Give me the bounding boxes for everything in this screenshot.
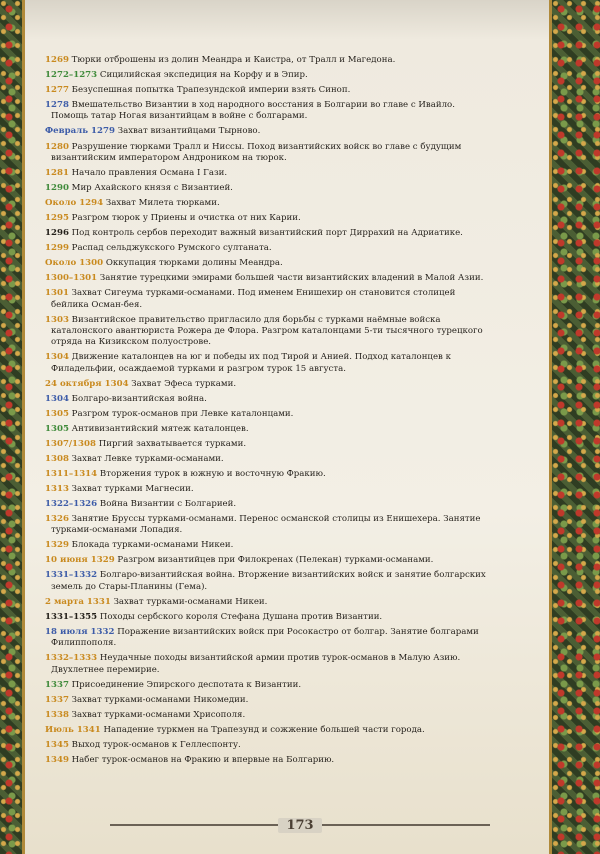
chronology-entry xyxy=(45,228,493,239)
chronology-entry xyxy=(45,168,493,179)
entry-date: 1305 xyxy=(45,408,69,419)
chronology-entry xyxy=(45,740,493,751)
entry-date: 1337 xyxy=(45,694,69,705)
chronology-entry xyxy=(45,85,493,96)
entry-text: Занятие турецкими эмирами большей части византийских владений в Малой Азии. xyxy=(99,273,484,284)
chronology-entry xyxy=(45,725,493,736)
entry-text: Антивизантийский мятеж каталонцев. xyxy=(71,423,249,434)
entry-date: 1311–1314 xyxy=(45,468,98,479)
chronology-entry xyxy=(45,213,493,224)
entry-date: 1326 xyxy=(45,514,69,524)
entry-text: Сицилийская экспедиция на Корфу и в Эпир. xyxy=(99,70,308,81)
chronology-entry xyxy=(45,653,493,676)
entry-text: Захват турками-османами Никеи. xyxy=(113,596,268,607)
entry-date: Около 1294 xyxy=(45,197,104,208)
entry-text: Набег турок-османов на Фракию и впервые на Болгарию. xyxy=(71,754,335,765)
chronology-entry xyxy=(45,394,493,405)
entry-text: Болгаро-византийская война. Вторжение византийских войск и занятие болгарских земель до Стары-Планины (Гема). xyxy=(51,570,486,592)
chronology-entry xyxy=(45,555,493,566)
entry-text: Распад сельджукского Румского султаната. xyxy=(71,243,272,254)
entry-date: 1322–1326 xyxy=(45,498,98,509)
chronology-entry xyxy=(45,680,493,691)
entry-text: Выход турок-османов к Геллеспонту. xyxy=(71,739,241,750)
chronology-entry xyxy=(45,540,493,551)
chronology-entry xyxy=(45,379,493,390)
chronology-entry xyxy=(45,142,493,165)
entry-text: Начало правления Османа I Гази. xyxy=(71,167,228,178)
entry-date: 1307/1308 xyxy=(45,438,96,449)
chronology-entry xyxy=(45,469,493,480)
chronology-entry xyxy=(45,100,493,123)
entry-date: 1349 xyxy=(45,754,69,765)
chronology-entry xyxy=(45,183,493,194)
entry-date: 1278 xyxy=(45,100,69,111)
entry-date: 2 марта 1331 xyxy=(45,596,111,607)
chronology-entry xyxy=(45,258,493,269)
chronology-entry xyxy=(45,439,493,450)
entry-text: Поражение византийских войск при Росокастро от болгар. Занятие болгарами Филиппополя. xyxy=(51,626,479,649)
chronology-entry xyxy=(45,499,493,510)
entry-date: 1338 xyxy=(45,709,69,720)
entry-text: Война Византии с Болгарией. xyxy=(99,498,237,509)
entry-text: Неудачные походы византийской армии против турок-османов в Малую Азию. Двухлетнее перемирие. xyxy=(51,653,461,675)
entry-date: 1332–1333 xyxy=(45,653,98,664)
chronology-entry xyxy=(45,126,493,137)
chronology-list xyxy=(45,55,493,770)
entry-text: Разгром тюрок у Приены и очистка от них Карии. xyxy=(71,213,301,224)
entry-date: Около 1300 xyxy=(45,258,104,269)
entry-text: Блокада турками-османами Никеи. xyxy=(71,540,234,551)
entry-date: 1304 xyxy=(45,393,69,404)
chronology-entry xyxy=(45,597,493,608)
chronology-entry xyxy=(45,288,493,311)
chronology-entry xyxy=(45,315,493,349)
entry-text: Походы сербского короля Стефана Душана против Византии. xyxy=(99,611,383,622)
chronology-entry xyxy=(45,570,493,593)
entry-date: 1345 xyxy=(45,739,69,750)
entry-text: Захват Милета тюрками. xyxy=(105,197,220,208)
entry-date: 1290 xyxy=(45,182,69,193)
entry-text: Вторжения турок в южную и восточную Фракию. xyxy=(99,468,326,479)
chronology-entry xyxy=(45,198,493,209)
entry-date: 1313 xyxy=(45,483,69,494)
chronology-entry xyxy=(45,352,493,375)
entry-text: Под контроль сербов переходит важный византийский порт Диррахий на Адриатике. xyxy=(71,228,463,239)
entry-text: Разгром турок-османов при Левке каталонцами. xyxy=(71,408,294,419)
entry-date: 1300–1301 xyxy=(45,273,98,284)
entry-date: 1272–1273 xyxy=(45,70,98,81)
entry-date: 1269 xyxy=(45,55,69,65)
entry-text: Византийское правительство пригласило для борьбы с турками наёмные войска каталонского авантюриста Рожера де Флора. Разгром каталонцами 5-ти тысячного турецкого отряда на Кизикском полуострове. xyxy=(51,314,483,348)
entry-date: 1303 xyxy=(45,314,69,325)
entry-date: Февраль 1279 xyxy=(45,126,115,137)
chronology-entry xyxy=(45,454,493,465)
page-number: 173 xyxy=(278,818,321,833)
entry-date: 1337 xyxy=(45,679,69,690)
entry-date: 1301 xyxy=(45,288,69,299)
entry-text: Мир Ахайского князя с Византией. xyxy=(71,182,233,193)
chronology-entry xyxy=(45,424,493,435)
entry-text: Разгром византийцев при Филокренах (Пелекан) турками-османами. xyxy=(117,555,434,566)
entry-text: Оккупация тюрками долины Меандра. xyxy=(105,258,283,269)
entry-date: 1304 xyxy=(45,352,69,363)
footer-rule-left xyxy=(110,824,278,826)
entry-date: 1331–1332 xyxy=(45,570,98,581)
chronology-entry xyxy=(45,70,493,81)
footer-rule-right xyxy=(322,824,490,826)
page-footer xyxy=(110,813,490,837)
entry-text: Нападение туркмен на Трапезунд и сожжение большей части города. xyxy=(103,724,425,735)
right-ornamental-border xyxy=(549,0,600,854)
chronology-entry xyxy=(45,484,493,495)
entry-text: Разрушение тюрками Тралл и Ниссы. Поход византийских войск во главе с будущим византийским императором Андроником на тюрок. xyxy=(51,141,462,163)
entry-text: Захват Сигеума турками-османами. Под именем Енишехир он становится столицей бейлика Осман-бея. xyxy=(51,288,456,310)
entry-date: 1305 xyxy=(45,423,69,434)
entry-text: Захват византийцами Тырново. xyxy=(117,126,261,137)
chronology-entry xyxy=(45,273,493,284)
chronology-entry xyxy=(45,514,493,537)
entry-text: Захват турками-османами Никомедии. xyxy=(71,694,249,705)
entry-text: Пиргий захватывается турками. xyxy=(98,438,247,449)
chronology-entry xyxy=(45,243,493,254)
entry-text: Присоединение Эпирского деспотата к Византии. xyxy=(71,679,302,690)
chronology-entry xyxy=(45,627,493,650)
entry-date: 1299 xyxy=(45,243,69,254)
chronology-entry xyxy=(45,612,493,623)
chronology-entry xyxy=(45,755,493,766)
entry-date: 1308 xyxy=(45,453,69,464)
entry-text: Безуспешная попытка Трапезундской империи взять Синоп. xyxy=(71,85,351,96)
entry-date: 18 июля 1332 xyxy=(45,626,115,637)
entry-text: Болгаро-византийская война. xyxy=(71,393,207,404)
entry-date: 24 октября 1304 xyxy=(45,378,129,389)
entry-date: Июль 1341 xyxy=(45,724,101,735)
entry-text: Вмешательство Византии в ход народного восстания в Болгарии во главе с Ивайло. Помощь татар Ногая византийцам в войне с болгарами. xyxy=(51,100,455,122)
chronology-entry xyxy=(45,55,493,66)
entry-date: 1295 xyxy=(45,213,69,224)
entry-text: Тюрки отброшены из долин Меандра и Каистра, от Тралл и Магедона. xyxy=(71,55,396,65)
entry-date: 1329 xyxy=(45,540,69,551)
entry-text: Движение каталонцев на юг и победы их под Тирой и Анией. Подход каталонцев к Филадельфии, осаждаемой турками и разгром турок 15 августа. xyxy=(51,352,451,374)
entry-date: 10 июня 1329 xyxy=(45,555,115,566)
entry-text: Занятие Бруссы турками-османами. Перенос османской столицы из Енишехера. Занятие турками-османами Лопадия. xyxy=(51,514,481,536)
entry-text: Захват турками-османами Хрисополя. xyxy=(71,709,246,720)
entry-text: Захват Левке турками-османами. xyxy=(71,453,224,464)
chronology-entry xyxy=(45,409,493,420)
chronology-entry xyxy=(45,710,493,721)
entry-text: Захват Эфеса турками. xyxy=(131,378,237,389)
entry-date: 1280 xyxy=(45,141,69,152)
entry-text: Захват турками Магнесии. xyxy=(71,483,194,494)
entry-date: 1331–1355 xyxy=(45,611,98,622)
entry-date: 1281 xyxy=(45,167,69,178)
left-ornamental-border xyxy=(0,0,25,854)
chronology-entry xyxy=(45,695,493,706)
entry-date: 1277 xyxy=(45,85,69,96)
entry-date: 1296 xyxy=(45,228,69,239)
